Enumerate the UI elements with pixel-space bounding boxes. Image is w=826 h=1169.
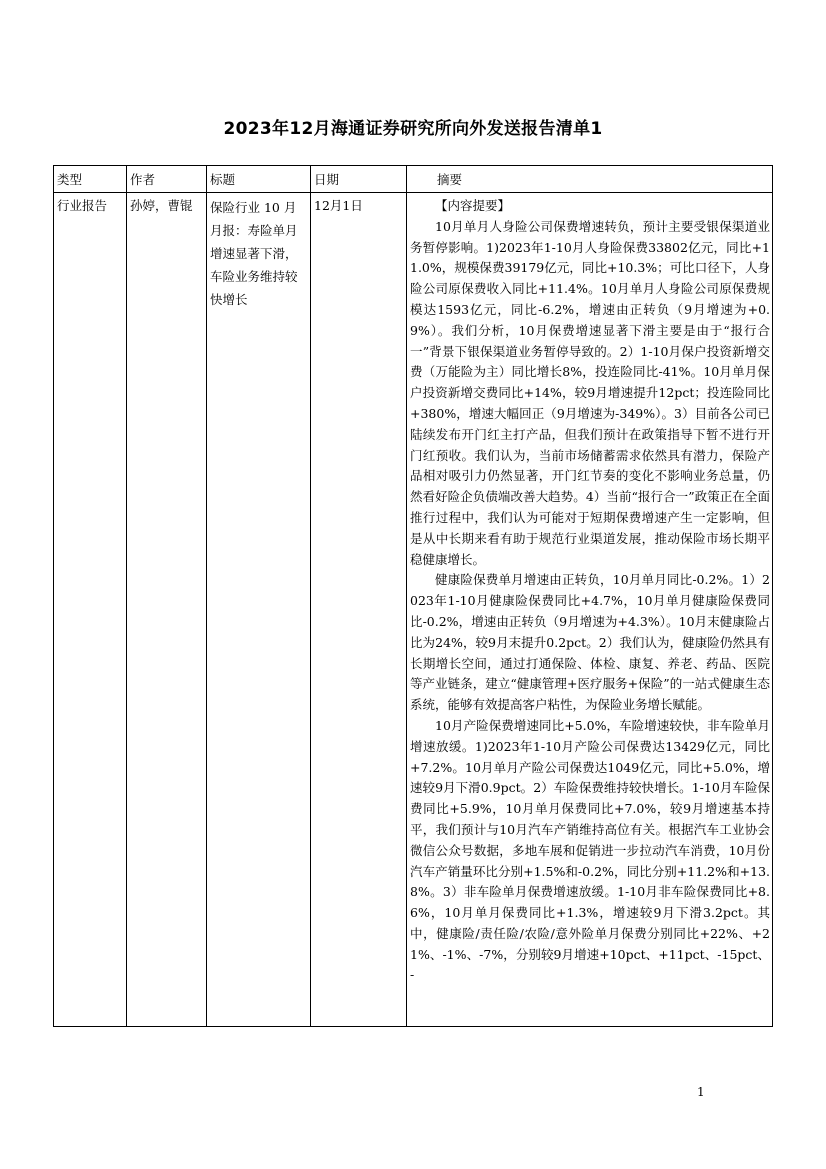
column-header-title: 标题 [207,166,311,193]
report-type-cell: 行业报告 [54,193,127,1027]
column-header-summary: 摘要 [407,166,773,193]
report-date-cell: 12月1日 [311,193,407,1027]
column-header-date: 日期 [311,166,407,193]
report-table [53,165,773,1027]
summary-heading: 【内容提要】 [435,198,511,213]
summary-paragraph-health-insurance: 健康险保费单月增速由正转负，10月单月同比-0.2%。1）2023年1-10月健康险保费同比+4.7%，10月单月健康险保费同比-0.2%，增速由正转负（9月增速为+4.3%）。10月末健康险占比为24%，较9月末提升0.2pct。2）我们认为，健康险仍然具有长期增长空间，通过打通保险、体检、康复、养老、药品、医院等产业链条，建立“健康管理+医疗服务+保险”的一站式健康生态系统，能够有效提高客户粘性，为保险业务增长赋能。 [410,572,770,713]
report-title-cell: 保险行业 10 月月报：寿险单月增速显著下滑，车险业务维持较快增长 [207,193,311,1027]
page-number: 1 [697,1085,705,1099]
report-summary-cell [407,193,773,1027]
summary-paragraph-life-insurance: 10月单月人身险公司保费增速转负，预计主要受银保渠道业务暂停影响。1)2023年1-10月人身险保费33802亿元，同比+11.0%，规模保费39179亿元，同比+10.3%；可比口径下，人身险公司原保费收入同比+11.4%。10月单月人身险公司原保费规模达1593亿元，同比-6.2%，增速由正转负（9月增速为+0.9%）。我们分析，10月保费增速显著下滑主要是由于“报行合一”背景下银保渠道业务暂停导致的。2）1-10月保户投资新增交费（万能险为主）同比增长8%，投连险同比-41%。10月单月保户投资新增交费同比+14%，较9月增速提升12pct；投连险同比+380%，增速大幅回正（9月增速为-349%）。3）目前各公司已陆续发布开门红主打产品，但我们预计在政策指导下暂不进行开门红预收。我们认为，当前市场储蓄需求依然具有潜力，保险产品相对吸引力仍然显著，开门红节奏的变化不影响业务总量，仍然看好险企负债端改善大趋势。4）当前“报行合一”政策正在全面推行过程中，我们认为可能对于短期保费增速产生一定影响，但是从中长期来看有助于规范行业渠道发展，推动保险市场长期平稳健康增长。 [410,218,770,567]
table-row [54,193,773,1027]
column-header-type: 类型 [54,166,127,193]
page-title: 2023年12月海通证券研究所向外发送报告清单1 [223,119,603,139]
table-header-row [54,166,773,193]
column-header-author: 作者 [127,166,207,193]
report-author-cell: 孙婷，曹锟 [127,193,207,1027]
summary-paragraph-property-insurance: 10月产险保费增速同比+5.0%，车险增速较快，非车险单月增速放缓。1)2023年1-10月产险公司保费达13429亿元，同比+7.2%。10月单月产险公司保费达1049亿元，同比+5.0%，增速较9月下滑0.9pct。2）车险保费维持较快增长。1-10月车险保费同比+5.9%，10月单月保费同比+7.0%，较9月增速基本持平，我们预计与10月汽车产销维持高位有关。根据汽车工业协会微信公众号数据，多地车展和促销进一步拉动汽车消费，10月份汽车产销量环比分别+1.5%和-0.2%，同比分别+11.2%和+13.8%。3）非车险单月保费增速放缓。1-10月非车险保费同比+8.6%，10月单月保费同比+1.3%，增速较9月下滑3.2pct。其中，健康险/责任险/农险/意外险单月保费分别同比+22%、+21%、-1%、-7%，分别较9月增速+10pct、+11pct、-15pct、- [410,717,770,983]
